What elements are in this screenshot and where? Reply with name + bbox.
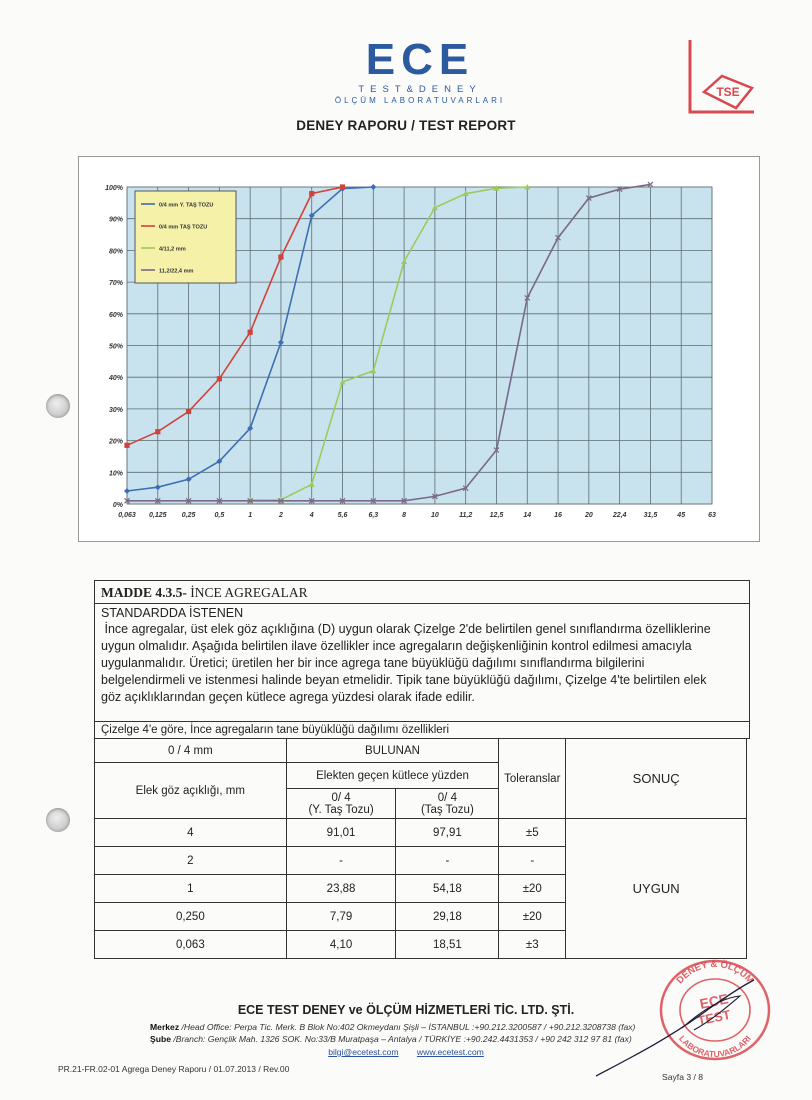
tolerance-cell: ±3: [499, 931, 566, 959]
punch-hole: [46, 394, 70, 418]
paragraph-line: göz açıklıklarından geçen kütlece agrega yüzdesi olarak ifade edilir.: [101, 690, 475, 704]
tolerance-cell: ±20: [499, 903, 566, 931]
ece-logo: [330, 35, 510, 105]
legend-label: 4/11,2 mm: [159, 246, 186, 253]
sieve-chart: [79, 157, 759, 541]
logo-text: ECE: [365, 35, 475, 84]
madde-paragraph: [95, 620, 749, 706]
value1-cell: 23,88: [286, 875, 396, 903]
value2-cell: 18,51: [396, 931, 499, 959]
chart-frame: [78, 156, 760, 542]
x-tick-label: 45: [677, 512, 686, 519]
page-number: Sayfa 3 / 8: [662, 1072, 704, 1082]
col2-line1: 0/ 4: [437, 791, 457, 804]
x-tick-label: 2: [278, 512, 283, 519]
punch-hole: [46, 808, 70, 832]
header-passing: Elekten geçen kütlece yüzden: [286, 763, 499, 789]
madde-name: İNCE AGREGALAR: [190, 585, 308, 600]
x-tick-label: 0,25: [181, 512, 196, 519]
logo-line1: TEST&DENEY: [358, 84, 482, 95]
report-title: DENEY RAPORU / TEST REPORT: [296, 118, 516, 133]
y-tick-label: 60%: [108, 311, 123, 319]
y-tick-label: 30%: [108, 406, 123, 414]
data-point: [340, 184, 345, 189]
sube-label: Şube: [150, 1034, 172, 1044]
x-tick-label: 0,063: [118, 512, 136, 519]
header-sonuc: SONUÇ: [566, 739, 747, 819]
sieve-cell: 4: [95, 819, 287, 847]
stamp-top-text: DENEY & ÖLÇÜM: [674, 958, 756, 987]
value1-cell: 4,10: [286, 931, 396, 959]
x-tick-label: 4: [309, 512, 314, 519]
value2-cell: -: [396, 847, 499, 875]
document-code: PR.21-FR.02-01 Agrega Deney Raporu / 01.07.2013 / Rev.00: [58, 1064, 290, 1074]
x-tick-label: 6,3: [368, 512, 379, 519]
website-link[interactable]: www.ecetest.com: [416, 1047, 484, 1057]
value1-cell: -: [286, 847, 396, 875]
x-tick-label: 0,5: [214, 512, 225, 519]
x-tick-label: 8: [402, 512, 407, 519]
madde-number: MADDE 4.3.5-: [101, 585, 187, 600]
result-cell: UYGUN: [566, 819, 747, 959]
value2-cell: 54,18: [396, 875, 499, 903]
header-col1: [286, 789, 396, 819]
x-tick-label: 14: [523, 512, 532, 519]
address-block: [150, 1021, 635, 1045]
x-tick-label: 0,125: [149, 512, 167, 519]
signature: [590, 968, 760, 1080]
x-tick-label: 12,5: [489, 512, 504, 519]
header-bulunan: BULUNAN: [286, 739, 499, 763]
header-toleranslar: Toleranslar: [499, 739, 566, 819]
value2-cell: 97,91: [396, 819, 499, 847]
y-tick-label: 10%: [108, 470, 123, 478]
header-sieve: Elek göz açıklığı, mm: [95, 763, 287, 819]
value2-cell: 29,18: [396, 903, 499, 931]
legend-label: 11,2/22,4 mm: [159, 268, 194, 275]
x-tick-label: 63: [708, 512, 716, 519]
data-point: [186, 409, 191, 414]
tolerance-cell: -: [499, 847, 566, 875]
y-tick-label: 0%: [112, 502, 123, 509]
madde-subheading: STANDARDDA İSTENEN: [101, 606, 244, 620]
y-tick-label: 90%: [108, 216, 123, 224]
y-tick-label: 40%: [108, 375, 123, 383]
paragraph-line: uygulanmalıdır. Üretici; üretilen her bir ince agrega tane büyüklüğü dağılımı sınıflandırma bilgilerini: [101, 656, 645, 670]
madde-title: [95, 581, 749, 604]
legend-label: 0/4 mm Y. TAŞ TOZU: [159, 202, 214, 209]
data-point: [248, 330, 253, 335]
y-tick-label: 70%: [108, 280, 123, 288]
x-tick-label: 11,2: [459, 512, 473, 519]
header-size: 0 / 4 mm: [95, 739, 287, 763]
sieve-cell: 0,063: [95, 931, 287, 959]
y-tick-label: 100%: [105, 185, 123, 192]
x-tick-label: 31,5: [643, 512, 658, 519]
tolerance-cell: ±5: [499, 819, 566, 847]
data-point: [124, 443, 129, 448]
tolerance-cell: ±20: [499, 875, 566, 903]
stamp-center1: ECE: [698, 990, 730, 1012]
paragraph-line: İnce agregalar, üst elek göz açıklığına (D) uygun olarak Çizelge 2'de belirtilen genel sınıflandırma özelliklerine: [101, 622, 711, 636]
logo-line2: ÖLÇÜM LABORATUVARLARI: [334, 96, 506, 105]
company-name: ECE TEST DENEY ve ÖLÇÜM HİZMETLERİ TİC. LTD. ŞTİ.: [237, 1003, 575, 1017]
col2-line2: (Taş Tozu): [420, 803, 474, 816]
results-table: [94, 738, 747, 959]
cizelge-note: Çizelge 4'e göre, İnce agregaların tane büyüklüğü dağılımı özellikleri: [95, 721, 749, 738]
data-point: [217, 376, 222, 381]
x-tick-label: 16: [554, 512, 562, 519]
value1-cell: 7,79: [286, 903, 396, 931]
data-point: [155, 429, 160, 434]
table-row: [95, 819, 747, 847]
sieve-cell: 2: [95, 847, 287, 875]
paragraph-line: belgelendirmeli ve istenmesi halinde beyan etmelidir. Tipik tane büyüklüğü dağılımı, Çizelge 4'te belirtilen elek: [101, 673, 707, 687]
col1-line1: 0/ 4: [331, 791, 351, 804]
sieve-cell: 0,250: [95, 903, 287, 931]
paragraph-line: uygun olmalıdır. Aşağıda belirtilen ilave özellikler ince agregaların değişkenliğinin kontrol edilmesi amacıyla: [101, 639, 692, 653]
tse-text: TSE: [716, 85, 740, 99]
madde-section: [94, 580, 750, 739]
legend-label: 0/4 mm TAŞ TOZU: [159, 224, 208, 231]
data-point: [278, 254, 283, 259]
stamp-bottom-text: LABORATUVARLARI: [677, 1033, 753, 1060]
merkez-label: Merkez: [150, 1022, 180, 1032]
col1-line2: (Y. Taş Tozu): [308, 803, 374, 816]
x-tick-label: 1: [248, 512, 253, 519]
x-tick-label: 5,6: [337, 512, 348, 519]
sube-text: /Branch: Gençlik Mah. 1326 SOK. No:33/B Muratpaşa – Antalya / TÜRKİYE :+90.242.4431353 / +90 242 312 97 81 (fax): [171, 1034, 632, 1044]
sieve-cell: 1: [95, 875, 287, 903]
x-tick-label: 10: [430, 512, 439, 519]
merkez-text: /Head Office: Perpa Tic. Merk. B Blok No:402 Okmeydanı Şişli – İSTANBUL :+90.212.3200587 / +90.212.3208738 (fax): [179, 1022, 636, 1032]
stamp-center2: TEST: [696, 1006, 732, 1029]
header-col2: [396, 789, 499, 819]
x-tick-label: 22,4: [612, 512, 627, 519]
value1-cell: 91,01: [286, 819, 396, 847]
y-tick-label: 50%: [108, 343, 123, 351]
email-link[interactable]: bilgi@ecetest.com: [328, 1047, 399, 1057]
tse-logo: [684, 38, 760, 118]
y-tick-label: 80%: [108, 248, 123, 256]
x-tick-label: 20: [584, 512, 593, 519]
y-tick-label: 20%: [108, 438, 123, 446]
data-point: [309, 191, 314, 196]
